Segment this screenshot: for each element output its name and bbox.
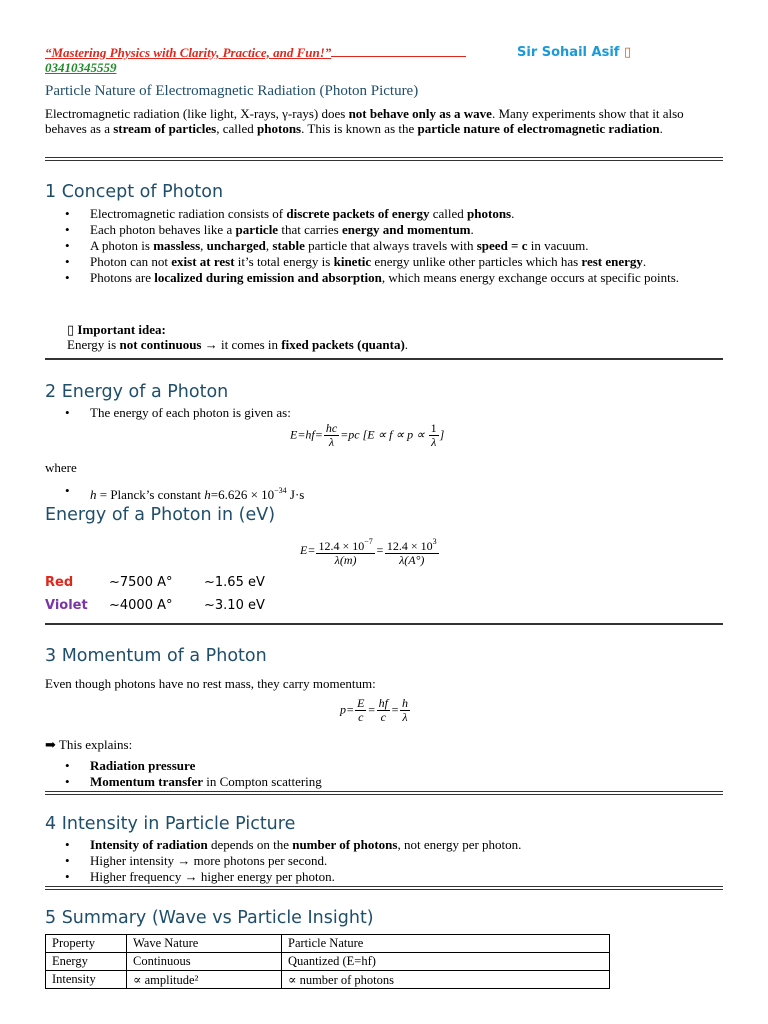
bold-text: Intensity of radiation	[90, 837, 208, 852]
wavelength: ~7500 A°	[109, 575, 173, 590]
intro-bold: stream of particles	[113, 120, 217, 136]
bold-text: photons	[467, 206, 512, 221]
planck-unit: J·s	[286, 487, 305, 502]
intro-text: .	[659, 120, 663, 136]
text: ,	[265, 238, 273, 253]
important-idea	[67, 322, 408, 352]
section-divider	[45, 886, 723, 890]
column-header: Property	[46, 935, 127, 953]
section-heading-energy-ev: Energy of a Photon in (eV)	[45, 505, 276, 525]
list-item: • Higher intensity → more photons per second.	[45, 854, 723, 869]
bold-text: speed = c	[476, 238, 528, 253]
text: , not energy per photon.	[397, 837, 522, 852]
idea-label: Important idea:	[77, 322, 166, 337]
planck-exponent: −34	[274, 486, 287, 495]
intro-paragraph	[45, 107, 723, 136]
author-text: Sir Sohail Asif	[517, 45, 620, 60]
tagline-underline	[331, 55, 466, 57]
text: in Compton scattering	[203, 774, 322, 789]
column-header: Particle Nature	[282, 935, 610, 953]
bold-text: exist at rest	[171, 254, 235, 269]
bold-text: energy and momentum	[341, 222, 471, 237]
planck-list	[45, 484, 723, 504]
intro-text: . This is known as the	[301, 120, 418, 136]
table-cell: Continuous	[127, 953, 282, 971]
intro-bold: not behave only as a wave	[348, 106, 492, 121]
table-cell: Energy	[46, 953, 127, 971]
intensity-list	[45, 838, 723, 886]
intro-text: Electromagnetic radiation (like light, X-rays, γ-rays) does	[45, 106, 349, 121]
intro-bold: particle nature of electromagnetic radiation	[417, 120, 660, 136]
table-cell: ∝ number of photons	[282, 971, 610, 989]
momentum-list	[45, 759, 723, 791]
photon-energy-formula: E=hf= $\frac{hc}{\lambda}$ =pc [E ∝ f ∝ p ∝ $\frac{1}{\lambda}$ ]	[290, 421, 445, 449]
list-item	[45, 239, 723, 254]
column-header: Wave Nature	[127, 935, 282, 953]
section-heading-energy: 2 Energy of a Photon	[45, 382, 229, 402]
bold-text: Momentum transfer	[90, 774, 203, 789]
text: Energy is	[67, 337, 120, 352]
text: .	[511, 206, 515, 221]
list-item: • Higher frequency → higher energy per photon.	[45, 870, 723, 885]
planck-value: 6.626 × 10	[218, 487, 275, 502]
section-heading-intensity: 4 Intensity in Particle Picture	[45, 814, 296, 834]
section-divider	[45, 791, 723, 795]
text: → it comes in	[201, 337, 282, 352]
box-glyph-icon: ▯	[67, 322, 75, 337]
text: .	[470, 222, 474, 237]
list-item	[45, 271, 723, 286]
text: .	[642, 254, 647, 269]
wavelength: ~4000 A°	[109, 598, 173, 613]
energy-ev: ~1.65 eV	[204, 575, 265, 590]
list-item	[45, 223, 723, 238]
bold-text: localized during emission and absorption	[154, 270, 382, 285]
list-item	[45, 207, 723, 222]
box-glyph-icon: ▯	[623, 45, 632, 60]
document-title: Particle Nature of Electromagnetic Radiation (Photon Picture)	[45, 83, 419, 99]
color-name: Violet	[45, 598, 88, 613]
red-row	[45, 575, 265, 590]
section-heading-concept: 1 Concept of Photon	[45, 182, 224, 202]
bold-text: kinetic	[333, 254, 372, 269]
energy-list	[45, 406, 723, 422]
text: Photon can not	[90, 254, 172, 269]
header	[45, 45, 723, 75]
text: particle that always travels with	[304, 238, 477, 253]
table-cell: Quantized (E=hf)	[282, 953, 610, 971]
concept-list	[45, 207, 723, 287]
tagline: “Mastering Physics with Clarity, Practice, and Fun!”	[45, 45, 332, 60]
bold-text: number of photons	[292, 837, 398, 852]
text: .	[404, 337, 409, 352]
violet-row	[45, 598, 265, 613]
text: = Planck’s constant	[99, 487, 205, 502]
bold-text: uncharged	[206, 238, 266, 253]
author-name	[517, 45, 631, 60]
section-heading-momentum: 3 Momentum of a Photon	[45, 646, 267, 666]
text: A photon is	[90, 238, 154, 253]
where-label: where	[45, 460, 77, 475]
table-row	[46, 953, 610, 971]
text: that carries	[278, 222, 342, 237]
phone-number: 03410345559	[45, 60, 117, 75]
list-item	[45, 775, 723, 790]
text: depends on the	[207, 837, 293, 852]
text: energy unlike other particles which has	[371, 254, 582, 269]
text: called	[429, 206, 468, 221]
momentum-intro: Even though photons have no rest mass, they carry momentum:	[45, 676, 376, 691]
text: in vacuum.	[527, 238, 589, 253]
section-divider	[45, 157, 723, 161]
table-row	[46, 971, 610, 989]
bold-text: Radiation pressure	[90, 758, 196, 773]
momentum-formula: p= $\frac{E}{c}$ = $\frac{hf}{c}$ = $\frac{h}{\lambda}$	[340, 696, 409, 724]
list-item	[45, 255, 723, 270]
intro-text: . Many experiments show that it also behaves as a	[45, 106, 684, 136]
text: , which means energy exchange occurs at specific points.	[381, 270, 680, 285]
bold-text: fixed packets (quanta)	[281, 337, 405, 352]
list-item: • h = Planck’s constant $h=6.626 \times 10^{-34}$ J·s	[45, 484, 723, 503]
energy-ev-formula: E= $\frac{12.4 \times 10^{-7}}{\lambda(m)}$ = $\frac{12.4 \times 10^3}{\lambda(A^\circ)}$	[300, 537, 437, 567]
section-divider	[45, 358, 723, 360]
bold-text: stable	[272, 238, 305, 253]
text: ,	[200, 238, 207, 253]
table-cell: ∝ amplitude²	[127, 971, 282, 989]
explains-label: ➡ This explains:	[45, 737, 133, 752]
energy-ev: ~3.10 eV	[204, 598, 265, 613]
text: Photons are	[90, 270, 155, 285]
section-divider	[45, 623, 723, 625]
table-cell: Intensity	[46, 971, 127, 989]
table-header-row	[46, 935, 610, 953]
intro-bold: photons	[257, 120, 302, 136]
section-heading-summary: 5 Summary (Wave vs Particle Insight)	[45, 908, 374, 928]
text: Each photon behaves like a	[90, 222, 236, 237]
summary-table	[45, 934, 610, 989]
bold-text: particle	[235, 222, 279, 237]
bold-text: discrete packets of energy	[286, 206, 430, 221]
bold-text: massless	[153, 238, 201, 253]
text: Electromagnetic radiation consists of	[90, 206, 287, 221]
text: it’s total energy is	[234, 254, 334, 269]
intro-text: , called	[216, 120, 258, 136]
list-item	[45, 759, 723, 774]
color-name: Red	[45, 575, 74, 590]
list-item	[45, 838, 723, 853]
bold-text: not continuous	[119, 337, 202, 352]
bold-text: rest energy	[581, 254, 643, 269]
list-item: • The energy of each photon is given as:	[45, 406, 723, 421]
